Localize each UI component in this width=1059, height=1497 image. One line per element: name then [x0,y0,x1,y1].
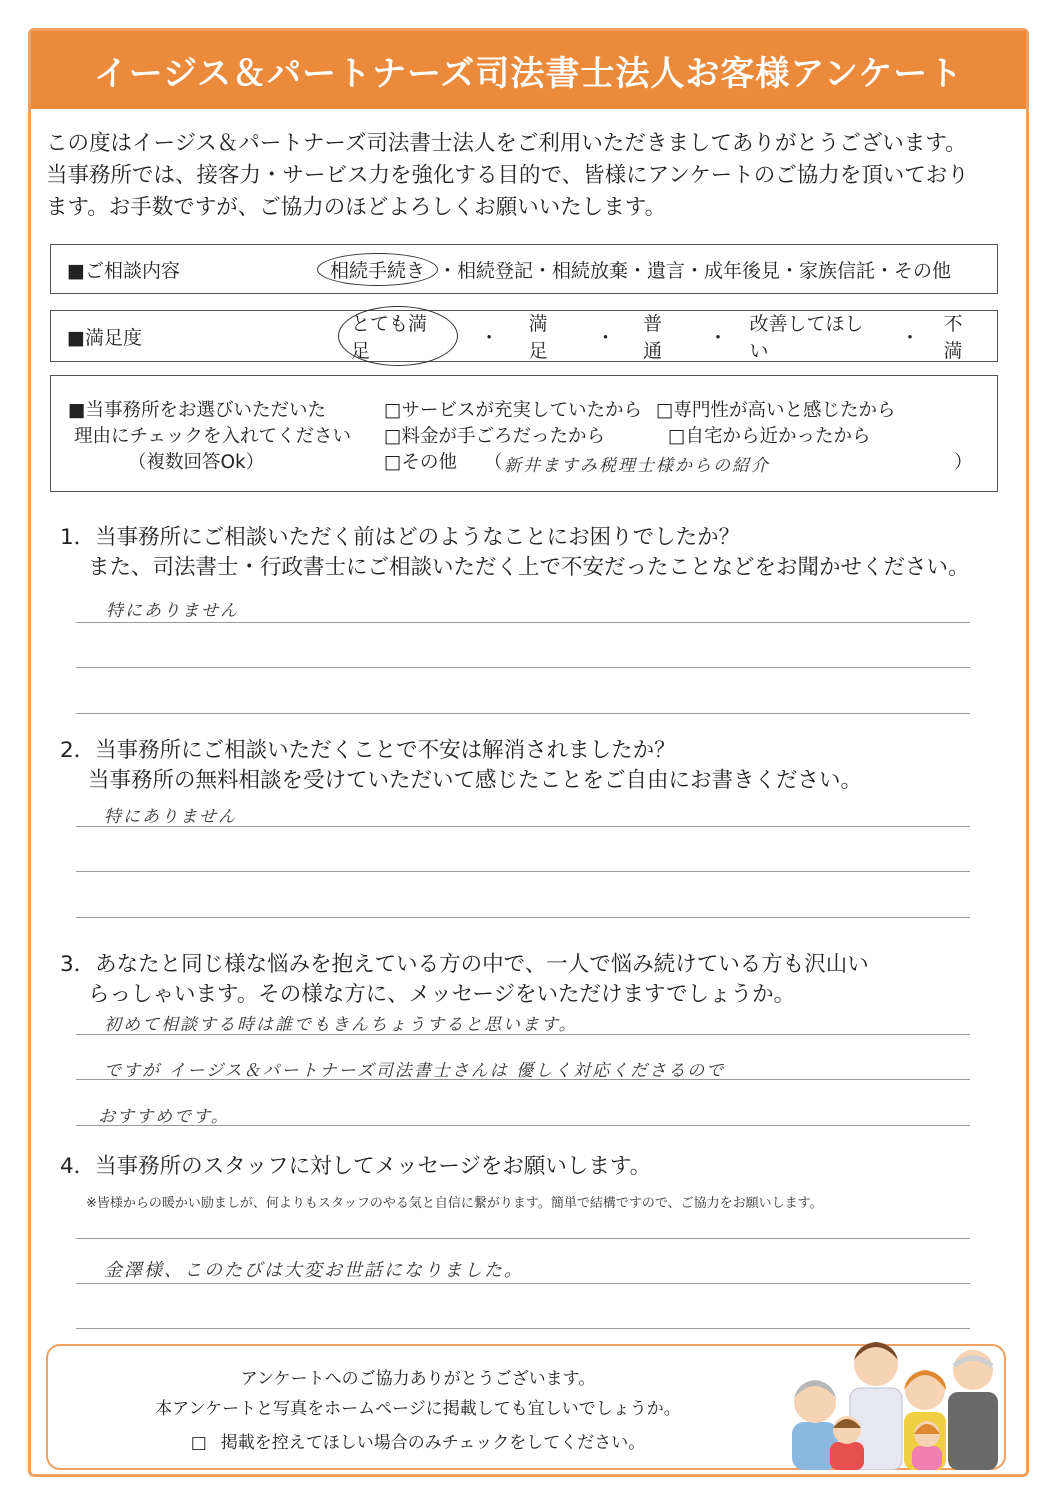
satisfaction-option-dissatisfied[interactable]: 不満 [943,313,963,362]
intro-text [46,128,1006,224]
answer-line [76,826,970,827]
satisfaction-option-improve[interactable]: 改善してほしい [749,313,864,362]
reason-other-open-paren: （ [484,452,503,473]
answer-line [76,1283,970,1284]
footer-line-1: アンケートへのご協力ありがとうございます。 [240,1369,596,1389]
question-1-line-1: 1．当事務所にご相談いただく前はどのようなことにお困りでしたか？ [60,525,741,550]
answer-3-handwritten-line-1[interactable]: 初めて相談する時は誰でもきんちょうすると思います。 [104,1015,578,1035]
consult-selected-option[interactable]: 相続手続き [317,253,438,286]
answer-line [76,622,970,623]
satisfaction-option-normal[interactable]: 普通 [643,313,663,362]
answer-line [76,1125,970,1126]
satisfaction-box [50,310,998,362]
reason-other-handwritten[interactable]: 新井ますみ税理士様からの紹介 [504,456,770,476]
satisfaction-label: ■満足度 [67,326,142,349]
consult-other-options[interactable]: ・相続登記・相続放棄・遺言・成年後見・家族信託・その他 [438,259,952,282]
answer-line [76,917,970,918]
separator: ・ [708,326,728,349]
reason-near-checkbox[interactable]: □自宅から近かったから [668,426,871,447]
separator: ・ [900,326,920,349]
reasons-label-2: 理由にチェックを入れてください [74,426,351,447]
person-boy [830,1416,864,1470]
reason-expertise-checkbox[interactable]: □専門性が高いと感じたから [656,400,896,421]
answer-line [76,871,970,872]
question-4-line-1: 4．当事務所のスタッフに対してメッセージをお願いします。 [60,1154,652,1179]
question-4-note: ※皆様からの暖かい励ましが、何よりもスタッフのやる気と自信に繋がります。簡単で結構ですので、ご協力をお願いします。 [86,1196,823,1211]
satisfaction-option-very[interactable]: とても満足 [338,306,458,366]
reasons-label-3: （複数回答Ok） [128,452,265,473]
question-3 [60,950,869,1010]
answer-line [76,1328,970,1329]
answer-3-handwritten-line-3[interactable]: おすすめです。 [98,1107,230,1127]
answer-line [76,1079,970,1080]
reason-service-checkbox[interactable]: □サービスが充実していたから [384,400,642,421]
question-3-line-2: らっしゃいます。その様な方に、メッセージをいただけますでしょうか。 [88,982,796,1007]
reason-price-checkbox[interactable]: □料金が手ごろだったから [384,426,605,447]
title-bar [31,31,1026,109]
answer-3-handwritten-line-2[interactable]: ですが イージス＆パートナーズ司法書士さんは 優しく対応くださるので [104,1061,726,1081]
question-1 [60,523,970,583]
reason-other-checkbox[interactable]: □その他 [384,452,457,473]
person-grandfather [948,1350,998,1470]
publish-opt-out-checkbox[interactable]: □ [190,1433,207,1453]
answer-1-handwritten[interactable]: 特にありません [106,601,239,621]
footer-box [46,1344,1006,1470]
answer-2-handwritten[interactable]: 特にありません [104,807,237,827]
answer-4-handwritten[interactable]: 金澤様、このたびは大変お世話になりました。 [104,1260,524,1281]
answer-line [76,1034,970,1035]
footer-line-3-text: 掲載を控えてほしい場合のみチェックをしてください。 [220,1433,646,1453]
intro-line-1: この度はイージス＆パートナーズ司法書士法人をご利用いただきましてありがとうございます。 [46,131,967,156]
consult-box [50,244,998,294]
question-3-line-1: 3．あなたと同じ様な悩みを抱えている方の中で、一人で悩み続けている方も沢山い [60,952,869,977]
page-title: イージス＆パートナーズ司法書士法人お客様アンケート [93,53,964,94]
answer-line [76,667,970,668]
answer-line [76,1238,970,1239]
footer-line-3 [48,1428,788,1453]
consult-label: ■ご相談内容 [67,259,180,282]
intro-line-2: 当事務所では、接客力・サービス力を強化する目的で、皆様にアンケートのご協力を頂いており [46,163,969,188]
intro-line-3: ます。お手数ですが、ご協力のほどよろしくお願いいたします。 [46,195,667,220]
reason-other-close-paren: ） [954,452,973,473]
question-2-line-1: 2．当事務所にご相談いただくことで不安は解消されましたか？ [60,738,676,763]
satisfaction-option-satisfied[interactable]: 満足 [528,313,548,362]
question-2 [60,736,862,796]
question-1-line-2: また、司法書士・行政書士にご相談いただく上で不安だったことなどをお聞かせください。 [88,555,970,580]
question-2-line-2: 当事務所の無料相談を受けていただいて感じたことをご自由にお書きください。 [88,768,863,793]
reasons-label-1: ■当事務所をお選びいただいた [68,400,326,421]
family-illustration [780,1330,1000,1470]
question-4 [60,1152,651,1182]
footer-line-2: 本アンケートと写真をホームページに掲載しても宜しいでしょうか。 [155,1399,681,1419]
separator: ・ [596,326,616,349]
answer-line [76,713,970,714]
separator: ・ [479,326,499,349]
